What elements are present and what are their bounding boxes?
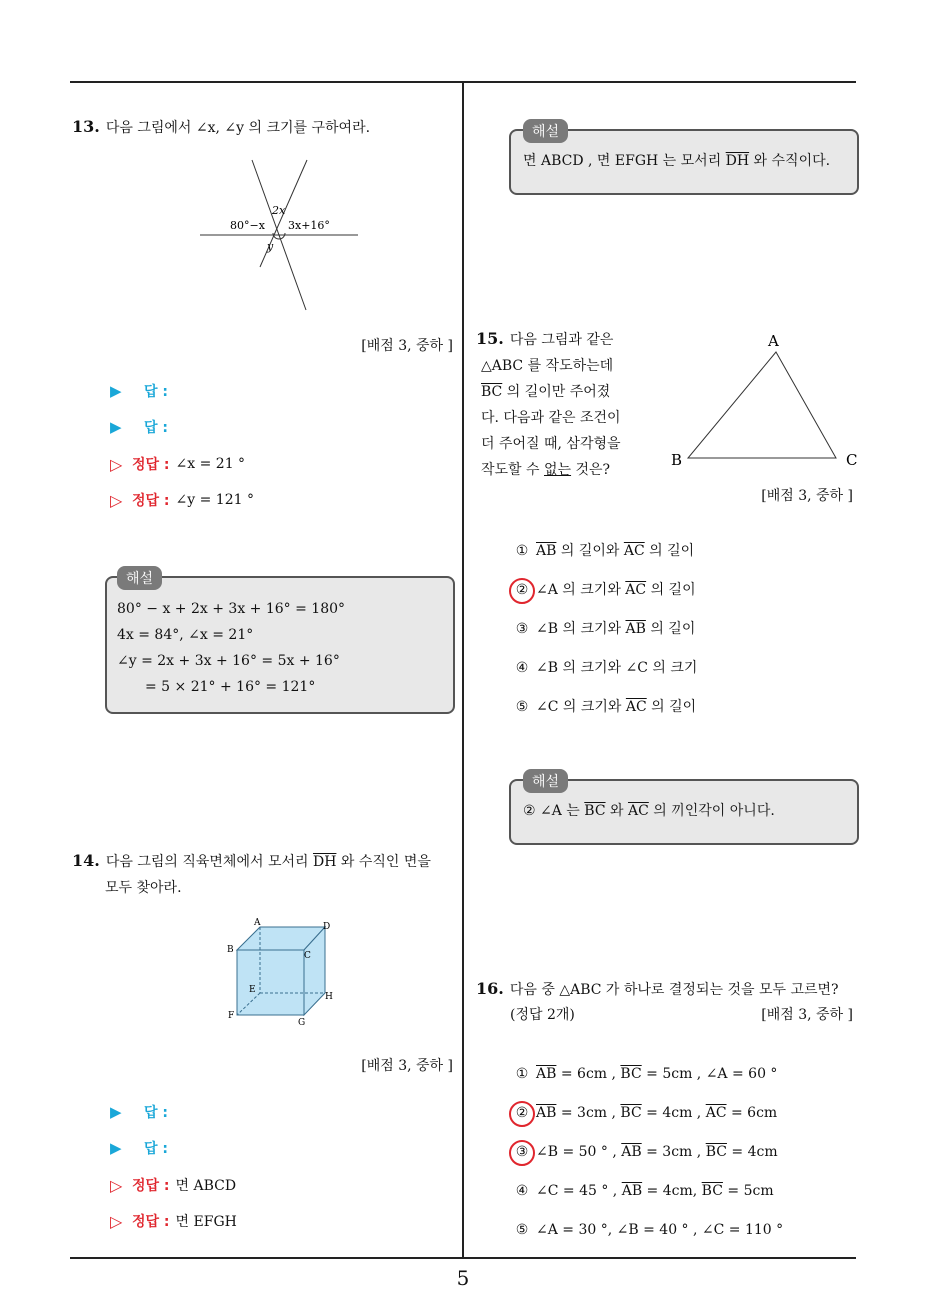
play-icon: ▶ (110, 382, 122, 400)
q13-label-y: y (267, 240, 274, 253)
q13-text: 다음 그림에서 ∠x, ∠y 의 크기를 구하여라. (105, 120, 371, 136)
cube-label-a: A (254, 918, 261, 928)
q16-option-3[interactable] (512, 1140, 783, 1164)
answer-mark-icon (509, 578, 535, 604)
q13-explanation-line: 4x = 84°, ∠x = 21° (117, 627, 254, 643)
option-number-label: ③ (515, 1144, 529, 1160)
q13-explanation-line: = 5 × 21° + 16° = 121° (145, 679, 316, 695)
play-icon: ▶ (110, 1139, 122, 1157)
text-segment: 의 길이 (645, 621, 696, 637)
q14-correct-2: ▷ 정답 : 면 EFGH (110, 1211, 237, 1231)
outline-triangle-icon: ▷ (110, 1211, 123, 1231)
q14-answer-2[interactable]: ▶ 답 : (110, 1139, 168, 1157)
q15-option-3[interactable] (512, 617, 697, 641)
q14-stem: 14. 다음 그림의 직육면체에서 모서리 $\overline{DH}$ 와 수직인 면을 모두 찾아라. (72, 851, 431, 896)
q15-vertex-c: C (846, 451, 858, 469)
overlined-segment: $\overline{BC}$ (701, 1183, 723, 1199)
text-segment: 의 끼인각이 아니다. (648, 803, 775, 819)
text-segment: ∠B 의 크기와 ∠C 의 크기 (536, 660, 698, 676)
q13-label-left: 80°−x (230, 219, 265, 232)
text-segment: ∠C 의 크기와 (536, 699, 626, 715)
text-segment: ∠B 의 크기와 (536, 621, 626, 637)
overlined-segment: $\overline{AC}$ (625, 699, 647, 715)
q14-number: 14. (72, 851, 100, 870)
q16-options (512, 1062, 783, 1257)
text-segment: ∠B = 50 ° , (536, 1144, 622, 1160)
bottom-rule (70, 1257, 856, 1259)
text-segment: ② ∠A 는 (523, 803, 585, 819)
text-segment: 의 길이 (644, 543, 695, 559)
text-segment: = 4cm, (642, 1183, 702, 1199)
option-number (512, 695, 536, 719)
q14-explanation-tag: 해설 (523, 119, 568, 143)
option-number-label: ④ (515, 1183, 529, 1199)
q15-options (512, 539, 697, 734)
overlined-segment: $\overline{BC}$ (620, 1066, 642, 1082)
text-segment: = 6cm (726, 1105, 778, 1121)
q15-triangle-figure (666, 330, 866, 470)
q13-correct-1: ▷ 정답 : ∠x = 21 ° (110, 454, 246, 474)
overlined-segment: $\overline{AB}$ (625, 621, 646, 637)
text-segment: ∠A = 30 °, ∠B = 40 ° , ∠C = 110 ° (536, 1222, 784, 1238)
q15-bc: $\overline{BC}$ (481, 384, 503, 400)
q15-number: 15. (476, 329, 504, 348)
answer-mark-icon (509, 1101, 535, 1127)
cube-label-d: D (323, 922, 331, 932)
text-segment: 의 길이 (646, 699, 697, 715)
q14-edge: $\overline{DH}$ (312, 854, 337, 870)
option-number (512, 617, 536, 641)
overlined-segment: $\overline{BC}$ (620, 1105, 642, 1121)
q14-cube-figure (222, 915, 342, 1030)
option-number-label: ⑤ (515, 1222, 529, 1238)
q15-option-2[interactable] (512, 578, 697, 602)
q13-label-2x: 2x (272, 204, 286, 217)
option-number (512, 539, 536, 563)
overlined-segment: $\overline{BC}$ (705, 1144, 727, 1160)
q15-underline-word: 없는 (544, 462, 572, 478)
q15-option-5[interactable] (512, 695, 697, 719)
q14-answer-1[interactable]: ▶ 답 : (110, 1103, 168, 1121)
text-segment: ∠C = 45 ° , (536, 1183, 622, 1199)
text-segment: 와 (605, 803, 628, 819)
option-number-label: ① (515, 543, 529, 559)
q16-score: [배점 3, 중하 ] (761, 1007, 853, 1023)
column-divider (462, 83, 464, 1257)
text-segment: 의 길이 (646, 582, 696, 598)
cube-label-e: E (249, 985, 256, 995)
cube-label-c: C (304, 951, 311, 961)
q13-explanation-tag: 해설 (117, 566, 162, 590)
play-icon: ▶ (110, 418, 122, 436)
q15-option-4[interactable] (512, 656, 697, 680)
outline-triangle-icon: ▷ (110, 1175, 123, 1195)
q15-score: [배점 3, 중하 ] (761, 488, 853, 504)
overlined-segment: $\overline{AC}$ (623, 543, 645, 559)
q14-score: [배점 3, 중하 ] (361, 1058, 453, 1074)
q13-correct-2: ▷ 정답 : ∠y = 121 ° (110, 490, 254, 510)
text-segment: = 6cm , (556, 1066, 621, 1082)
q13-answer-2[interactable]: ▶ 답 : (110, 418, 168, 436)
overlined-segment: $\overline{AC}$ (705, 1105, 727, 1121)
q15-explanation-box (509, 774, 859, 845)
option-number (512, 1218, 536, 1242)
overlined-segment: $\overline{BC}$ (584, 803, 606, 819)
q14-explanation-text: 면 ABCD , 면 EFGH 는 모서리 $\overline{DH}$ 와 수직이다. (523, 153, 831, 169)
q16-stem: 16. 다음 중 △ABC 가 하나로 결정되는 것을 모두 고르면? (476, 979, 839, 998)
q13-number: 13. (72, 117, 100, 136)
option-number (512, 1179, 536, 1203)
option-number (512, 1101, 536, 1125)
overlined-segment: $\overline{AB}$ (536, 1066, 557, 1082)
outline-triangle-icon: ▷ (110, 454, 123, 474)
option-number (512, 1062, 536, 1086)
q15-option-1[interactable] (512, 539, 697, 563)
option-number (512, 656, 536, 680)
option-number (512, 578, 536, 602)
q15-vertex-b: B (671, 451, 683, 469)
text-segment: = 4cm , (641, 1105, 706, 1121)
q16-option-4[interactable] (512, 1179, 783, 1203)
option-number (512, 1140, 536, 1164)
q13-explanation-line: 80° − x + 2x + 3x + 16° = 180° (117, 601, 346, 617)
q13-score: [배점 3, 중하 ] (361, 338, 453, 354)
text-segment: 의 길이와 (556, 543, 624, 559)
overlined-segment: $\overline{AB}$ (621, 1183, 643, 1199)
play-icon: ▶ (110, 1103, 122, 1121)
overlined-segment: $\overline{AB}$ (536, 1105, 557, 1121)
q14-correct-1: ▷ 정답 : 면 ABCD (110, 1175, 237, 1195)
text-segment: = 5cm , ∠A = 60 ° (641, 1066, 778, 1082)
cube-label-f: F (228, 1011, 235, 1021)
q14-explanation-box (509, 124, 859, 195)
q15-stem: 15. 다음 그림과 같은 △ABC 를 작도하는데 $\overline{BC}$ 의 길이만 주어졌 다. 다음과 같은 조건이 더 주어질 때, 삼각형을 작도할 수 없는 것은? (476, 329, 621, 478)
q16-sub: (정답 2개) (510, 1007, 575, 1023)
text-segment: = 3cm , (556, 1105, 621, 1121)
q16-number: 16. (476, 979, 504, 998)
option-number-label: ③ (515, 621, 529, 637)
q13-answer-1[interactable]: ▶ 답 : (110, 382, 168, 400)
cube-label-g: G (298, 1018, 306, 1028)
overlined-segment: $\overline{AC}$ (627, 803, 649, 819)
q16-option-2[interactable] (512, 1101, 783, 1125)
text-segment: = 4cm (726, 1144, 778, 1160)
q15-triangle (688, 352, 836, 458)
q15-explanation-text (523, 798, 775, 824)
option-number-label: ② (515, 1105, 529, 1121)
overlined-segment: $\overline{AB}$ (621, 1144, 642, 1160)
outline-triangle-icon: ▷ (110, 490, 123, 510)
q13-label-right: 3x+16° (288, 219, 330, 232)
q15-explanation-tag: 해설 (523, 769, 568, 793)
q15-vertex-a: A (768, 332, 779, 350)
answer-mark-icon (509, 1140, 535, 1166)
page-number: 5 (456, 1266, 470, 1290)
text-segment: = 3cm , (641, 1144, 706, 1160)
cube-label-b: B (227, 945, 234, 955)
text-segment: = 5cm (722, 1183, 774, 1199)
text-segment: ∠A 의 크기와 (536, 582, 626, 598)
overlined-segment: $\overline{AB}$ (536, 543, 557, 559)
q13-figure (200, 155, 362, 315)
option-number-label: ② (515, 582, 529, 598)
q13-explanation-line: ∠y = 2x + 3x + 16° = 5x + 16° (117, 653, 340, 669)
q16-option-1[interactable] (512, 1062, 783, 1086)
option-number-label: ① (515, 1066, 529, 1082)
overlined-segment: $\overline{AC}$ (625, 582, 647, 598)
q16-option-5[interactable] (512, 1218, 783, 1242)
q13-explanation-box (105, 571, 455, 714)
cube-label-h: H (325, 992, 333, 1002)
option-number-label: ⑤ (515, 699, 529, 715)
q13-stem (72, 114, 370, 141)
option-number-label: ④ (515, 660, 529, 676)
